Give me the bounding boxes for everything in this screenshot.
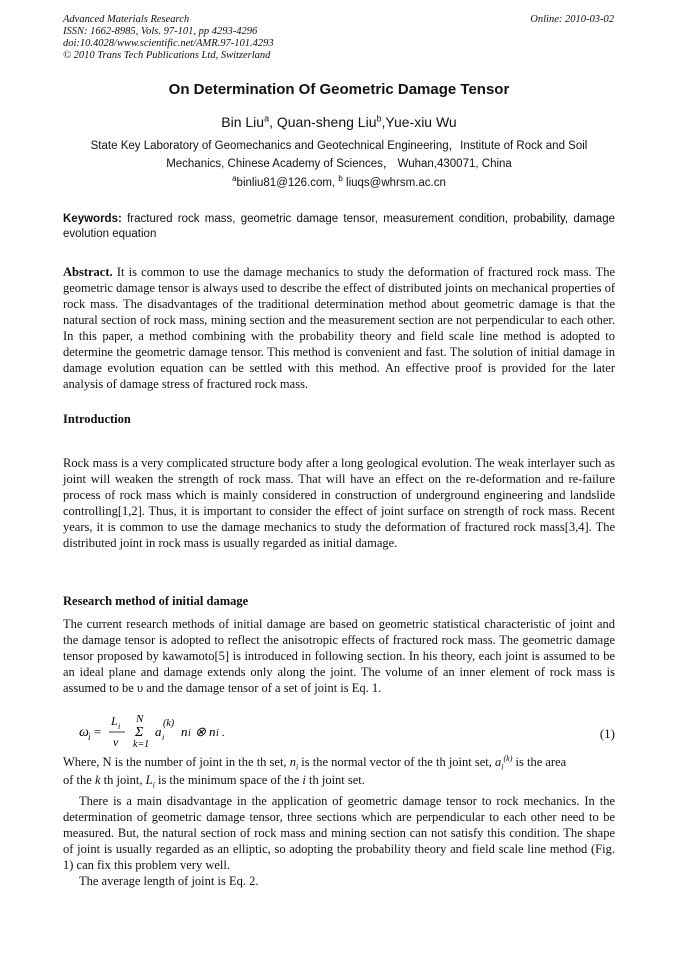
where-i: i <box>302 773 306 787</box>
eq-a: a <box>155 724 162 739</box>
where-part-7: th joint set. <box>305 773 365 787</box>
where-k: k <box>94 773 101 787</box>
author-2: , Quan-sheng Liu <box>269 114 377 130</box>
affiliation-line-2: Mechanics, Chinese Academy of Sciences， Wuhan,430071, China <box>166 158 512 170</box>
eq-a-sup: (k) <box>163 718 175 729</box>
where-L: L <box>145 773 153 787</box>
introduction-heading: Introduction <box>63 412 131 426</box>
copyright-line: © 2010 Trans Tech Publications Ltd, Switzerland <box>63 50 271 61</box>
author-3: ,Yue-xiu Wu <box>381 114 457 130</box>
disadvantage-paragraph: There is a main disadvantage in the application of geometric damage tensor to rock mechanics. In the determination of geometric damage tensor, three sections which are perpendicular to each other need to be measured. But, the natural section of rock mass and mining section can not satisfy this condition. The shape of joint is usually regarded as an elliptic, so adopting the probability theory and field scale line method (Fig. 1) can fix this problem very well. <box>63 794 615 872</box>
eq-n1: n <box>181 724 188 739</box>
affiliation-line-1: State Key Laboratory of Geomechanics and Geotechnical Engineering，Institute of Rock and Soil <box>90 140 588 152</box>
journal-header <box>63 14 274 62</box>
where-part-2: is the normal vector of the th joint set, <box>298 755 496 769</box>
author-list <box>0 114 678 130</box>
where-text <box>63 753 615 789</box>
eq-omega: ω <box>79 725 89 740</box>
paper-title: On Determination Of Geometric Damage Tensor <box>168 81 510 98</box>
eq-period: . <box>222 725 225 739</box>
where-part-1: Where, N is the number of joint in the th set, <box>63 755 290 769</box>
eq-sigma: Σ <box>135 725 144 740</box>
introduction-text: Rock mass is a very complicated structure body after a long geological evolution. The weak interlayer such as joint will weaken the strength of rock mass. That will have an effect on the re-deformation and re-failure process of rock mass which is mainly considered in construction of underground engineering and landslide controlling[1,2]. Thus, it is important to consider the effect of joint surface on strength of rock mass. Recent years, it is common to use the damage mechanics to study the deformation of fractured rock mass[3,4]. The distributed joint in rock mass is usually regarded as initial damage. <box>63 456 615 550</box>
eq-v: v <box>113 735 119 749</box>
eq-L-sub: i <box>118 722 121 731</box>
where-a-sup: (k) <box>503 753 513 763</box>
equation-1-formula <box>79 712 249 750</box>
equation-1-number: (1) <box>599 726 615 741</box>
author-2-sup: b <box>376 113 382 124</box>
issn-line: ISSN: 1662-8985, Vols. 97-101, pp 4293-4296 <box>63 26 258 37</box>
email-2: liuqs@whrsm.ac.cn <box>342 177 446 189</box>
where-a-sub: i <box>501 762 504 772</box>
where-n-sub: i <box>295 762 299 772</box>
eq-n2: n <box>209 724 216 739</box>
author-1-sup: a <box>264 113 270 124</box>
author-emails <box>0 174 678 189</box>
abstract-text: It is common to use the damage mechanics to study the deformation of fractured rock mass. The geometric damage tensor is always used to describe the effect of distributed joints on mechanical properties of rock mass. The disadvantages of the traditional determination method about geometric damage is that the natural section of rock mass, mining section and the measurement section are not perpendicular to each other. In this paper, a method combining with the probability theory and field scale line method is adopted to determine the geometric damage tensor. This method is convenient and fast. The solution of initial damage in damage evolution equation can be settled with this method. An effective proof is provided for the later analysis of damage stress of fractured rock mass. <box>63 265 615 391</box>
email-1: binliu81@126.com, <box>236 177 339 189</box>
research-heading: Research method of initial damage <box>63 594 249 608</box>
where-a: a <box>495 755 502 769</box>
keywords-text: fractured rock mass, geometric damage tensor, measurement condition, probability, damage evolution equation <box>63 213 615 240</box>
where-L-sub: i <box>152 780 155 790</box>
author-1: Bin Liu <box>221 114 265 130</box>
eq-sum-lower: k=1 <box>133 739 150 750</box>
eq-n2-sub: i <box>216 728 219 739</box>
abstract <box>63 264 615 392</box>
keywords-label: Keywords: <box>63 213 122 225</box>
eq-n1-sub: i <box>188 728 191 739</box>
eq-L: L <box>111 714 118 728</box>
journal-name: Advanced Materials Research <box>63 14 190 25</box>
equation-1 <box>63 708 615 750</box>
doi-line: doi:10.4028/www.scientific.net/AMR.97-101.4293 <box>63 38 274 49</box>
where-part-3: is the area <box>512 755 567 769</box>
where-n: n <box>289 755 296 769</box>
research-text: The current research methods of initial damage are based on geometric statistical characteristic of joint and the damage tensor is adopted to reflect the anisotropic effects of fractured rock mass. The geometric damage tensor proposed by kawamoto[5] is introduced in following section. In his theory, each joint is assumed to be an ideal plane and damage extends only along the joint. The volume of an inner element of rock mass is assumed to be υ and the damage tensor of a set of joint is Eq. 1. <box>63 617 615 695</box>
email-2-sup: b <box>338 174 343 184</box>
eq-otimes: ⊗ <box>195 724 206 739</box>
online-date: Online: 2010-03-02 <box>530 14 614 25</box>
keywords <box>63 212 615 242</box>
average-length-paragraph: The average length of joint is Eq. 2. <box>79 874 259 888</box>
eq-omega-sub: i <box>88 732 91 742</box>
email-1-sup: a <box>232 174 237 184</box>
where-part-4: of the <box>63 773 95 787</box>
affiliation <box>63 137 615 173</box>
eq-equals: = <box>93 724 102 739</box>
where-part-5: th joint, <box>100 773 146 787</box>
abstract-label: Abstract. <box>63 265 113 279</box>
eq-sum-upper: N <box>136 713 144 725</box>
eq-a-sub: i <box>162 733 165 742</box>
where-part-6: is the minimum space of the <box>154 773 303 787</box>
